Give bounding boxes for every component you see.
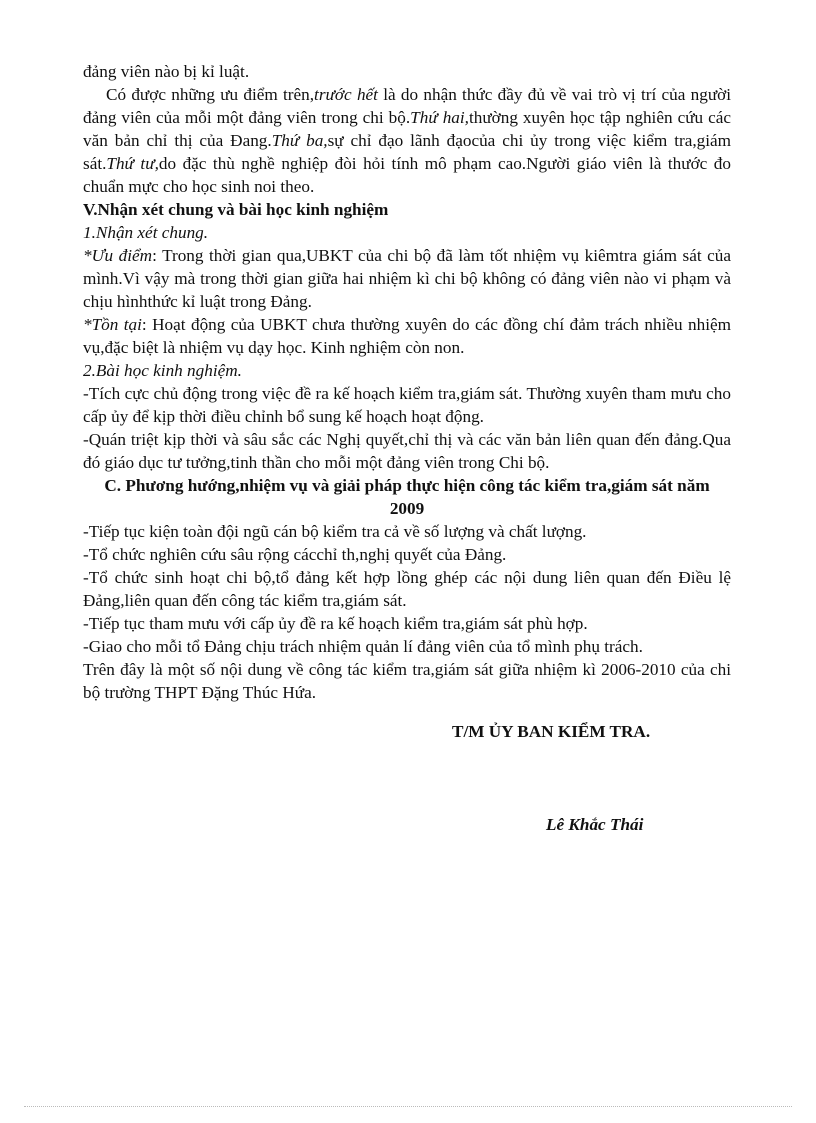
- page-bottom-border: [24, 1106, 792, 1107]
- text-run-italic: Thứ tư,: [106, 154, 159, 173]
- signature-organization: T/M ỦY BAN KIỂM TRA.: [452, 722, 651, 741]
- signature-name: Lê Khắc Thái: [546, 815, 644, 834]
- text-run-italic: Thứ ba,: [271, 131, 328, 150]
- direction-item: -Tổ chức nghiên cứu sâu rộng cácchỉ th,nghị quyết của Đảng.: [83, 545, 507, 564]
- paragraph-continuation: đảng viên nào bị kỉ luật.: [83, 62, 250, 81]
- paragraph-strengths-reasons: [83, 83, 731, 198]
- subheading-general-remarks: 1.Nhận xét chung.: [83, 223, 209, 242]
- text-run: do đặc thù nghề nghiệp đòi hỏi tính mô phạm cao.Người giáo viên là thước đo chuẩn mực cho học sinh noi theo.: [83, 154, 731, 196]
- text-run: : Hoạt động của UBKT chưa thường xuyên do các đồng chí đảm trách nhiều nhiệm vụ,đặc biệt là nhiệm vụ dạy học. Kinh nghiệm còn non.: [83, 315, 731, 357]
- lesson-item: -Quán triệt kịp thời và sâu sắc các Nghị quyết,chỉ thị và các văn bản liên quan đến đảng.Qua đó giáo dục tư tưởng,tinh thần cho mỗi một đảng viên trong Chi bộ.: [83, 430, 731, 472]
- subheading-lessons: 2.Bài học kinh nghiệm.: [83, 361, 242, 380]
- text-run-italic: Thứ hai,: [410, 108, 469, 127]
- lesson-item: -Tích cực chủ động trong việc đề ra kế hoạch kiểm tra,giám sát. Thường xuyên tham mưu cho cấp ủy để kịp thời điều chỉnh bổ sung kế hoạch hoạt động.: [83, 384, 731, 426]
- text-run: Có được những ưu điểm trên,: [106, 85, 315, 104]
- section-heading-v: V.Nhận xét chung và bài học kinh nghiệm: [83, 200, 389, 219]
- direction-item: -Tổ chức sinh hoạt chi bộ,tổ đảng kết hợp lồng ghép các nội dung liên quan đến Điều lệ Đảng,liên quan đến công tác kiểm tra,giám sát.: [83, 568, 731, 610]
- label-strengths: *Ưu điểm: [83, 246, 153, 265]
- direction-item: -Tiếp tục tham mưu với cấp ủy đề ra kế hoạch kiểm tra,giám sát phù hợp.: [83, 614, 588, 633]
- text-run: thường xuyên học tập nghiên cứu các văn bản chỉ thị của Đang.: [83, 108, 731, 150]
- text-run: là do nhận thức đầy đủ về vai trò vị trí của người đảng viên của mỗi một đảng viên trong chi bộ.: [83, 85, 732, 127]
- document-body: [83, 60, 731, 704]
- direction-item: -Giao cho mỗi tổ Đảng chịu trách nhiệm quản lí đảng viên của tổ mình phụ trách.: [83, 637, 643, 656]
- closing-paragraph: Trên đây là một số nội dung về công tác kiểm tra,giám sát giữa nhiệm kì 2006-2010 của chi bộ trường THPT Đặng Thúc Hứa.: [83, 660, 731, 702]
- paragraph-strengths: [83, 244, 731, 313]
- direction-item: -Tiếp tục kiện toàn đội ngũ cán bộ kiểm tra cả về số lượng và chất lượng.: [83, 522, 587, 541]
- text-run-italic: trước hết: [314, 85, 378, 104]
- section-heading-c: C. Phương hướng,nhiệm vụ và giải pháp thực hiện công tác kiểm tra,giám sát năm 2009: [104, 476, 710, 518]
- paragraph-weaknesses: [83, 313, 731, 359]
- text-run: sự chỉ đạo lãnh đạocủa chi ủy trong việc kiểm tra,giám sát.: [83, 131, 731, 173]
- text-run: : Trong thời gian qua,UBKT của chi bộ đã làm tốt nhiệm vụ kiêmtra giám sát của mình.Vì vậy mà trong thời gian giữa hai nhiệm kì chi bộ không có đảng viên nào vi phạm và chịu hìnhthức kỉ luật trong Đảng.: [83, 246, 731, 311]
- label-weaknesses: *Tồn tại: [83, 315, 142, 334]
